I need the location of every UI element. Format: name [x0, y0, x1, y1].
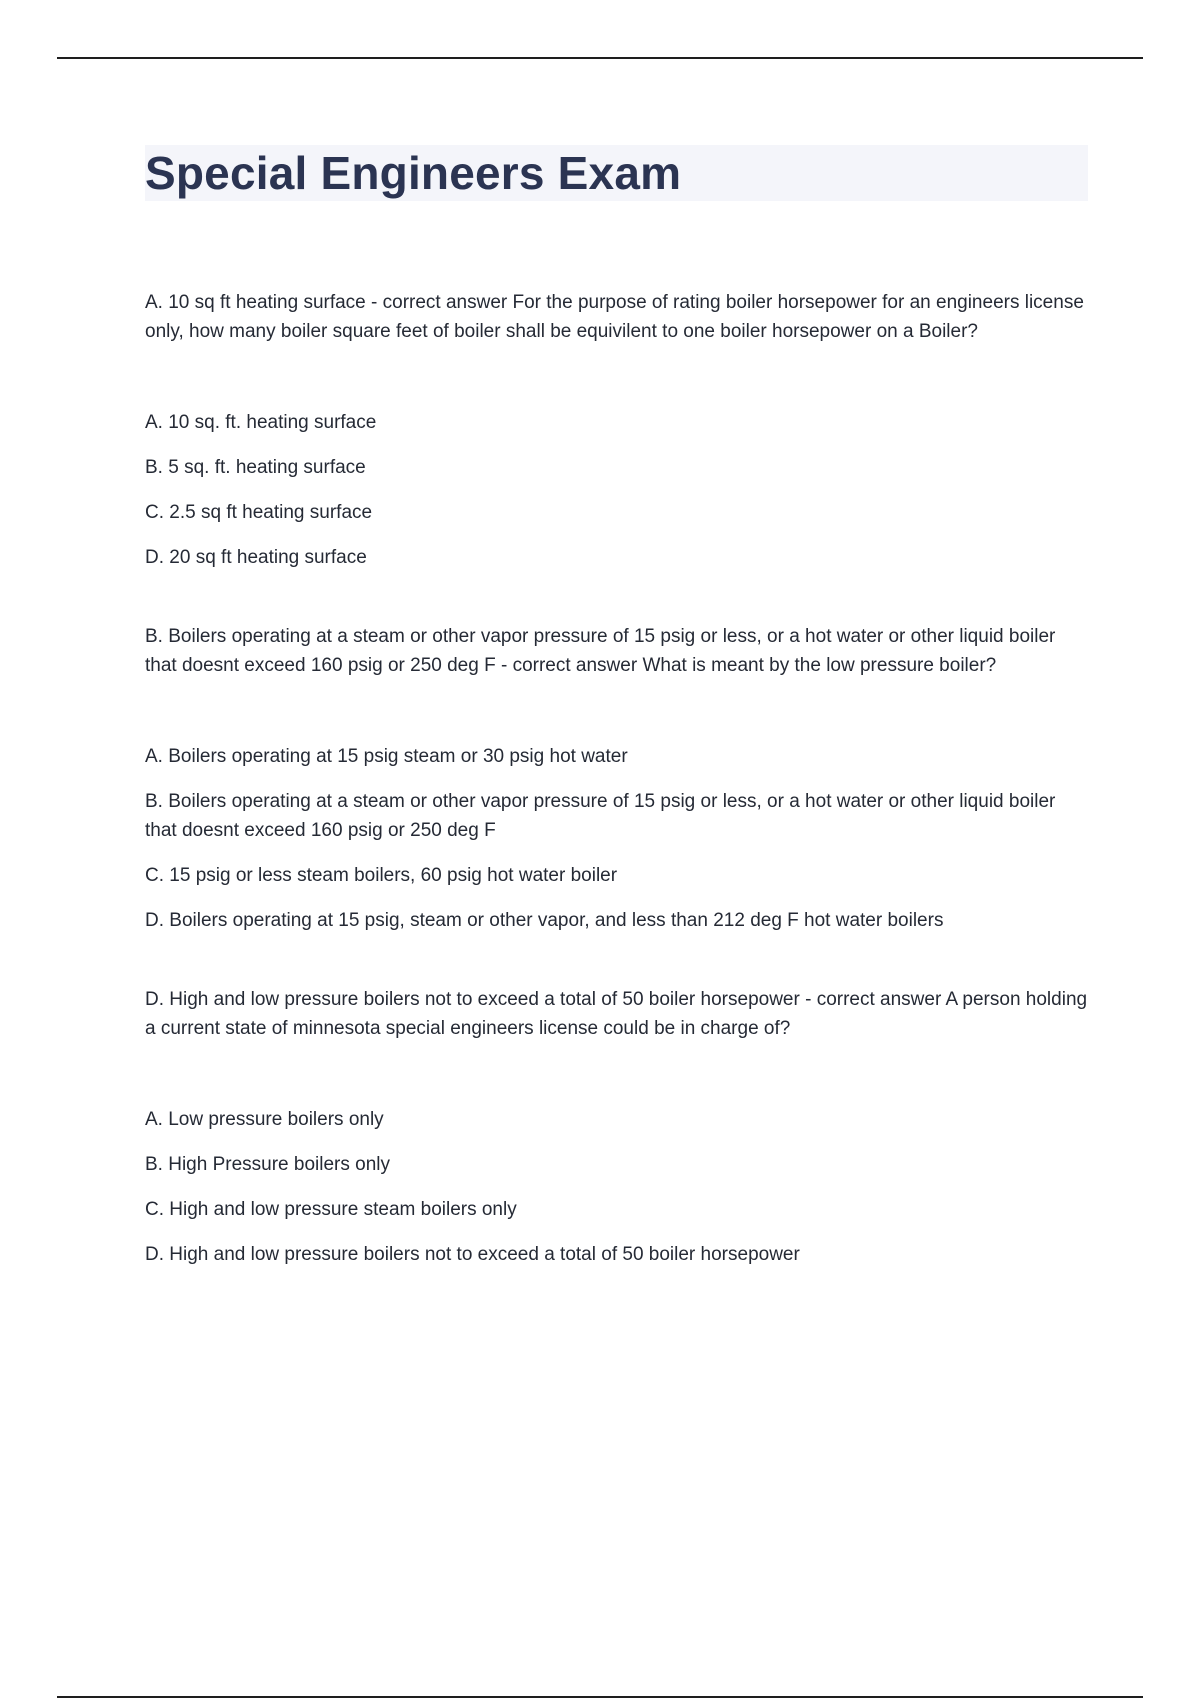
answer-option: A. Boilers operating at 15 psig steam or 30 psig hot water: [145, 746, 628, 767]
answer-option: B. Boilers operating at a steam or other vapor pressure of 15 psig or less, or a hot water or other liquid boiler that doesnt exceed 160 psig or 250 deg F: [145, 791, 1056, 841]
answer-options: [145, 1105, 1090, 1269]
question-prompt: B. Boilers operating at a steam or other vapor pressure of 15 psig or less, or a hot water or other liquid boiler that doesnt exceed 160 psig or 250 deg F - correct answer What is meant by the low pressure boiler?: [145, 626, 1056, 676]
question-list: [145, 288, 1090, 1285]
page-title: Special Engineers Exam: [145, 147, 682, 199]
answer-option: A. Low pressure boilers only: [145, 1109, 384, 1130]
question-block: [145, 288, 1090, 346]
answer-options: [145, 408, 1090, 572]
answer-option: D. High and low pressure boilers not to exceed a total of 50 boiler horsepower: [145, 1244, 800, 1265]
answer-option: C. 2.5 sq ft heating surface: [145, 502, 373, 523]
answer-options: [145, 742, 1090, 935]
question-prompt: D. High and low pressure boilers not to exceed a total of 50 boiler horsepower - correct answer A person holding a current state of minnesota special engineers license could be in charge of?: [145, 989, 1088, 1039]
answer-option: C. 15 psig or less steam boilers, 60 psig hot water boiler: [145, 865, 618, 886]
top-rule: [57, 57, 1143, 59]
answer-option: A. 10 sq. ft. heating surface: [145, 412, 377, 433]
question-block: [145, 985, 1090, 1043]
answer-option: C. High and low pressure steam boilers only: [145, 1199, 517, 1220]
answer-option: B. High Pressure boilers only: [145, 1154, 390, 1175]
bottom-rule: [57, 1696, 1143, 1698]
answer-option: B. 5 sq. ft. heating surface: [145, 457, 366, 478]
answer-option: D. 20 sq ft heating surface: [145, 547, 367, 568]
answer-option: D. Boilers operating at 15 psig, steam or other vapor, and less than 212 deg F hot water boilers: [145, 910, 944, 931]
question-prompt: A. 10 sq ft heating surface - correct answer For the purpose of rating boiler horsepower for an engineers license only, how many boiler square feet of boiler shall be equivilent to one boiler horsepower on a Boiler?: [145, 292, 1084, 342]
question-block: [145, 622, 1090, 680]
